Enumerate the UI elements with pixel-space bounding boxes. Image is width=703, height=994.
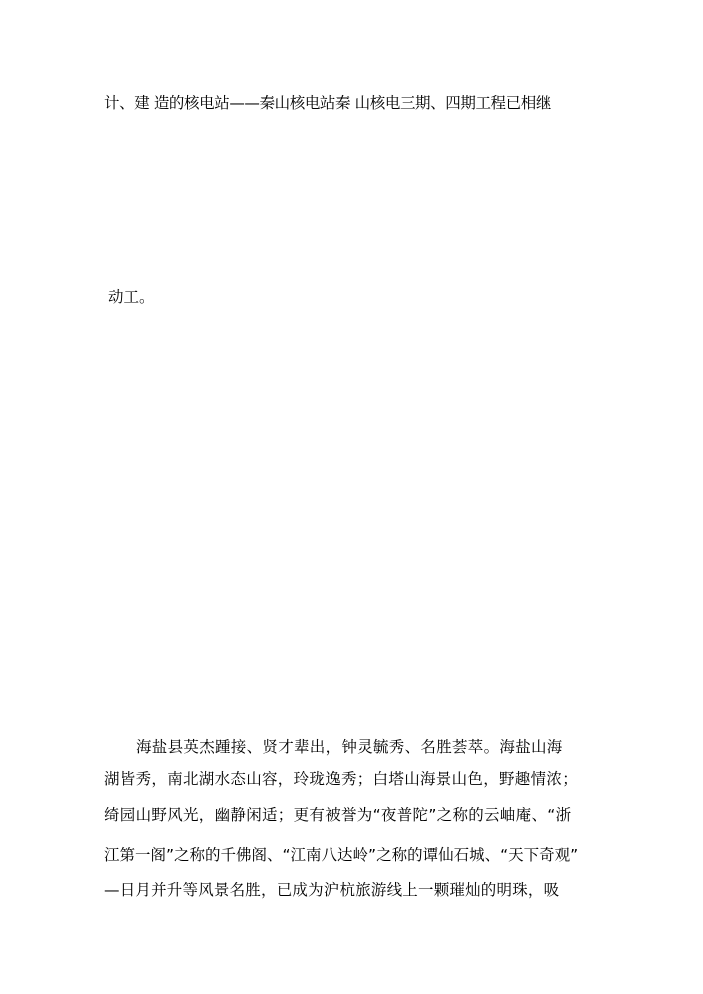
paragraph-line: 江第一阁”之称的千佛阁、“江南八达岭”之称的谭仙石城、“天下奇观” — [104, 846, 579, 864]
text-line: 动工。 — [108, 288, 155, 306]
paragraph-line: —日月并升等风景名胜，已成为沪杭旅游线上一颗璀灿的明珠，吸 — [104, 881, 560, 899]
text-line: 计、建 造的核电站——秦山核电站秦 山核电三期、四期工程已相继 — [104, 94, 551, 112]
paragraph-line: 海盐县英杰踵接、贤才辈出，钟灵毓秀、名胜荟萃。海盐山海 — [136, 738, 563, 756]
paragraph-line: 湖皆秀，南北湖水态山容，玲珑逸秀；白塔山海景山色，野趣情浓； — [104, 770, 579, 788]
paragraph-line: 绮园山野风光，幽静闲适；更有被誉为“夜普陀”之称的云岫庵、“浙 — [104, 806, 572, 824]
